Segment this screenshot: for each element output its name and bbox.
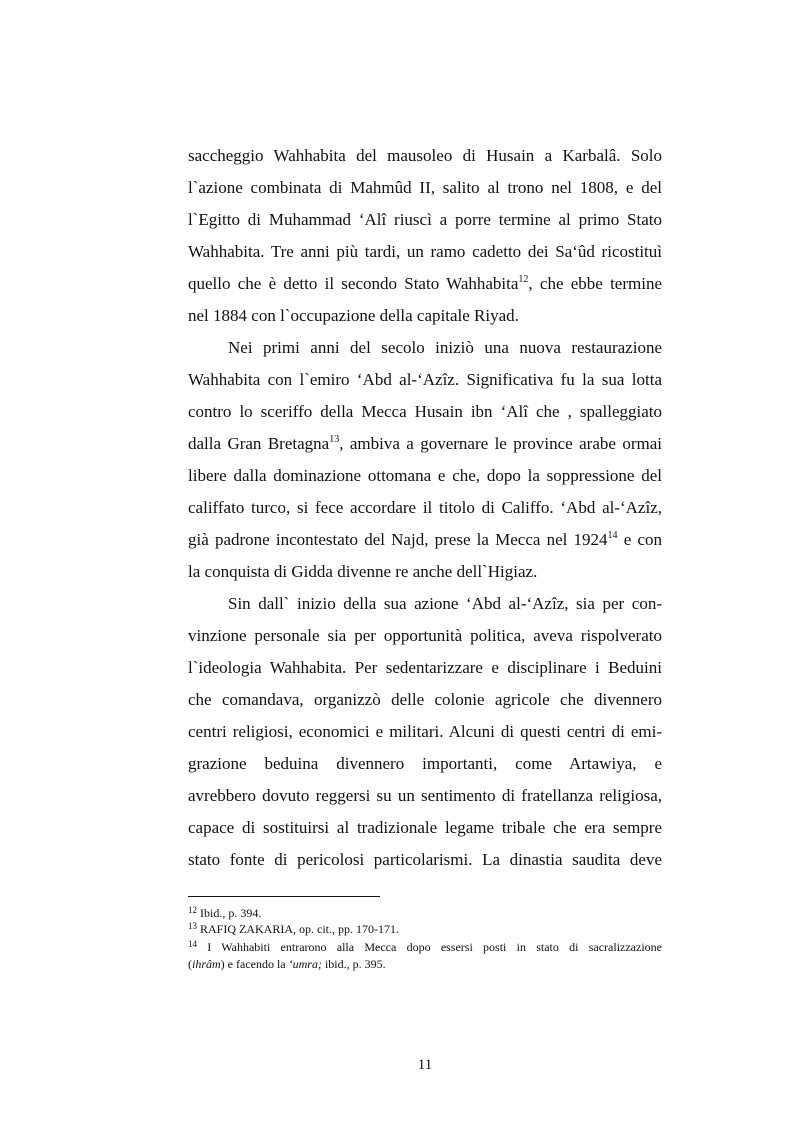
body-line bbox=[188, 274, 662, 294]
body-text: , ambiva a governare le province arabe ormai bbox=[339, 434, 662, 453]
body-line: contro lo sceriffo della Mecca Husain ibn ‘Alî che , spalleggiato bbox=[188, 402, 662, 421]
footnote-term: ihrâm bbox=[192, 957, 221, 971]
body-text: , che ebbe termine bbox=[528, 274, 662, 293]
body-line: stato fonte di pericolosi particolarismi. La dinastia saudita deve bbox=[188, 850, 662, 869]
footnote-text: I Wahhabiti entrarono alla Mecca dopo essersi posti in stato di sacralizzazione bbox=[197, 940, 662, 954]
footnote-12 bbox=[188, 906, 662, 921]
body-text: quello che è detto il secondo Stato Wahhabita bbox=[188, 274, 519, 293]
footnote-text: RAFIQ ZAKARIA, op. cit., pp. 170-171. bbox=[197, 922, 399, 936]
footnote-text: ( bbox=[188, 957, 192, 971]
body-line: Wahhabita con l`emiro ‘Abd al-‘Azîz. Significativa fu la sua lotta bbox=[188, 370, 662, 389]
footnote-text: ) e facendo la bbox=[220, 957, 289, 971]
body-line: l`ideologia Wahhabita. Per sedentarizzare e disciplinare i Beduini bbox=[188, 658, 662, 677]
footnote-ref-14: 14 bbox=[607, 530, 618, 541]
footnote-text: Ibid., p. 394. bbox=[197, 906, 262, 920]
body-line: l`azione combinata di Mahmûd II, salito al trono nel 1808, e del bbox=[188, 178, 662, 197]
footnote-13 bbox=[188, 922, 662, 937]
body-line: vinzione personale sia per opportunità politica, aveva rispolverato bbox=[188, 626, 662, 645]
body-line: che comandava, organizzò delle colonie agricole che divennero bbox=[188, 690, 662, 709]
footnote-number: 14 bbox=[188, 939, 197, 949]
body-line: nel 1884 con l`occupazione della capitale Riyad. bbox=[188, 306, 519, 325]
body-line bbox=[188, 530, 662, 550]
footnote-text: ibid., p. 395. bbox=[321, 957, 386, 971]
body-line: l`Egitto di Muhammad ‘Alî riuscì a porre termine al primo Stato bbox=[188, 210, 662, 229]
body-line: libere dalla dominazione ottomana e che, dopo la soppressione del bbox=[188, 466, 662, 485]
footnote-ref-13: 13 bbox=[329, 434, 340, 445]
footnote-number: 12 bbox=[188, 905, 197, 915]
body-line bbox=[188, 434, 662, 454]
body-line: grazione beduina divennero importanti, come Artawiya, e bbox=[188, 754, 662, 773]
body-line: Wahhabita. Tre anni più tardi, un ramo cadetto dei Sa‘ûd ricostituì bbox=[188, 242, 662, 261]
footnote-separator bbox=[188, 896, 380, 897]
body-line: Sin dall` inizio della sua azione ‘Abd al-‘Azîz, sia per con- bbox=[228, 594, 662, 613]
footnote-ref-12: 12 bbox=[518, 274, 529, 285]
body-line: Nei primi anni del secolo iniziò una nuova restaurazione bbox=[228, 338, 662, 357]
page-number: 11 bbox=[417, 1057, 433, 1073]
footnote-number: 13 bbox=[188, 921, 197, 931]
body-line: califfato turco, si fece accordare il titolo di Califfo. ‘Abd al-‘Azîz, bbox=[188, 498, 662, 517]
body-line: saccheggio Wahhabita del mausoleo di Husain a Karbalâ. Solo bbox=[188, 146, 662, 165]
body-line: centri religiosi, economici e militari. Alcuni di questi centri di emi- bbox=[188, 722, 662, 741]
footnote-term: ‘umra; bbox=[288, 957, 322, 971]
body-text: e con bbox=[617, 530, 662, 549]
body-line: la conquista di Gidda divenne re anche dell`Higiaz. bbox=[188, 562, 538, 581]
body-line: capace di sostituirsi al tradizionale legame tribale che era sempre bbox=[188, 818, 662, 837]
body-text: dalla Gran Bretagna bbox=[188, 434, 330, 453]
body-line: avrebbero dovuto reggersi su un sentimento di fratellanza religiosa, bbox=[188, 786, 662, 805]
footnote-14 bbox=[188, 940, 662, 955]
body-text: già padrone incontestato del Najd, prese la Mecca nel 1924 bbox=[188, 530, 608, 549]
footnote-14-continuation bbox=[188, 957, 662, 972]
